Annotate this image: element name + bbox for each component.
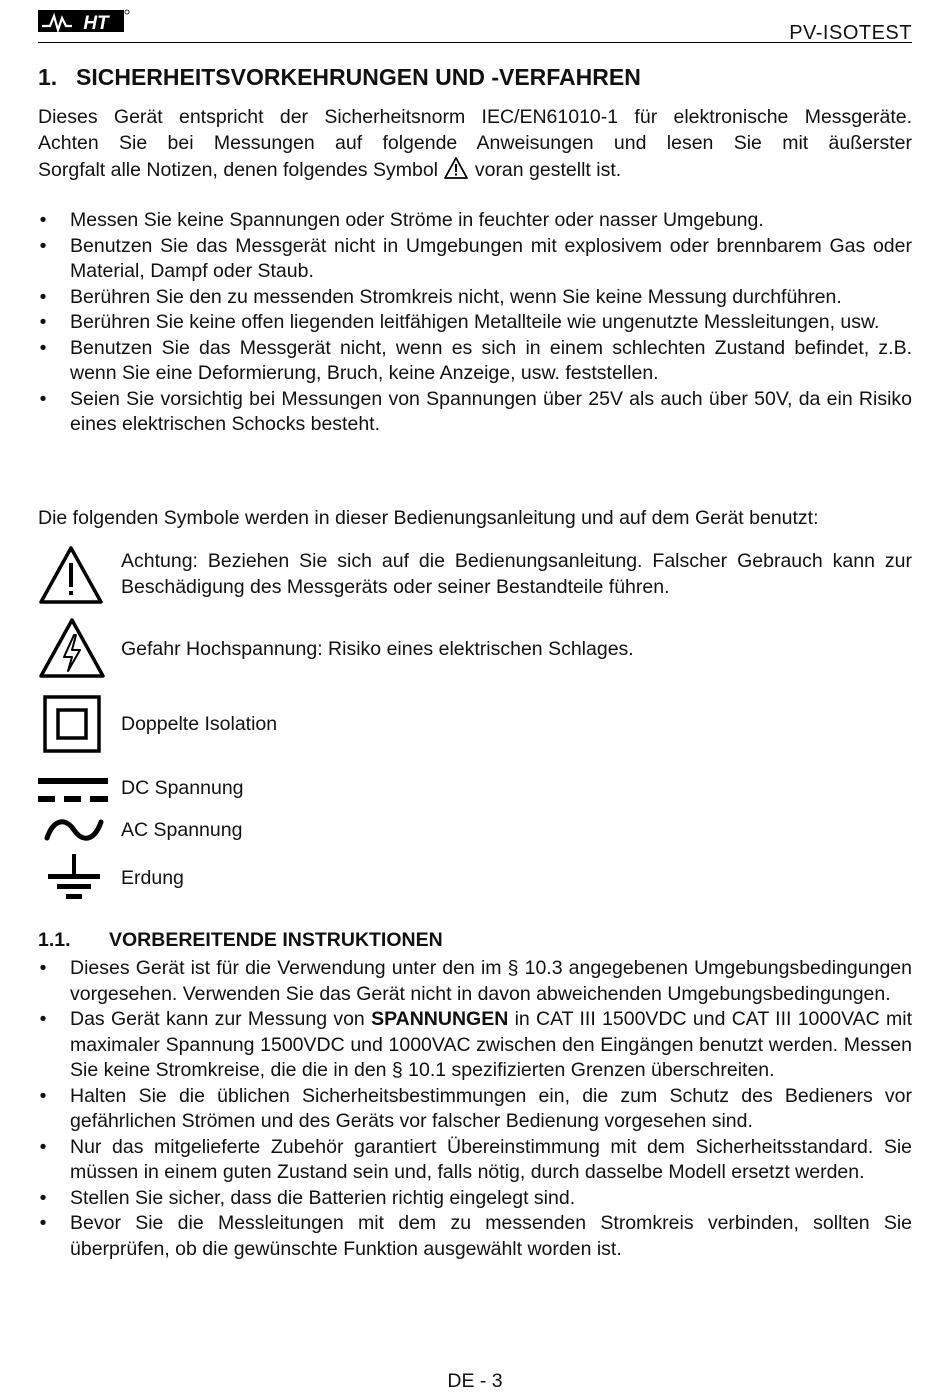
symbol-row-ac — [38, 814, 912, 848]
ground-icon — [48, 852, 100, 904]
intro-line: Dieses Gerät entspricht der Sicherheitsnorm IEC/EN61010-1 für elektronische Messgeräte. — [38, 106, 912, 128]
list-item: • Bevor Sie die Messleitungen mit dem zu messenden Stromkreis verbinden, sollten Sie überprüfen, ob die gewünschte Funktion ausgewählt worden ist. — [39, 1212, 912, 1260]
symbol-description: Gefahr Hochspannung: Risiko eines elektrischen Schlages. — [121, 638, 634, 660]
list-item: • Nur das mitgelieferte Zubehör garantiert Übereinstimmung mit dem Sicherheitsstandard. Sie müssen in einem guten Zustand sein und, falls nötig, durch dasselbe Modell ersetzt werden. — [39, 1135, 912, 1183]
symbol-row-ground — [38, 852, 912, 906]
safety-bullet-list — [38, 208, 912, 438]
emphasis-text: SPANNUNGEN — [371, 1008, 509, 1030]
list-item: • Berühren Sie keine offen liegenden leitfähigen Metallteile wie ungenutzte Messleitungen, usw. — [39, 311, 880, 333]
intro-paragraph — [38, 104, 912, 183]
list-item: • Benutzen Sie das Messgerät nicht, wenn es sich in einem schlechten Zustand befindet, z.B. wenn Sie eine Deformierung, Bruch, keine Anzeige, usw. feststellen. — [39, 336, 912, 384]
symbol-description: AC Spannung — [121, 819, 243, 841]
list-item: • Messen Sie keine Spannungen oder Ströme in feuchter oder nasser Umgebung. — [39, 209, 764, 231]
intro-line: Achten Sie bei Messungen auf folgende Anweisungen und lesen Sie mit äußerster — [38, 132, 912, 154]
symbol-description: DC Spannung — [121, 777, 244, 799]
list-item: • Halten Sie die üblichen Sicherheitsbestimmungen ein, die zum Schutz des Bedieners vor gefährlichen Strömen und des Geräts vor falscher Bedienung vorgesehen sind. — [39, 1084, 912, 1132]
dc-voltage-icon — [38, 776, 108, 804]
symbol-description: Doppelte Isolation — [121, 713, 278, 735]
section-heading — [38, 64, 641, 91]
warning-triangle-icon — [38, 545, 104, 605]
section-number: 1. — [38, 64, 58, 90]
ac-voltage-icon — [44, 814, 104, 846]
list-item: • Stellen Sie sicher, dass die Batterien richtig eingelegt sind. — [39, 1186, 576, 1209]
list-item: • Seien Sie vorsichtig bei Messungen von Spannungen über 25V als auch über 50V, da ein Risiko eines elektrischen Schocks besteht. — [39, 387, 912, 435]
symbol-row-high-voltage — [38, 617, 912, 681]
subsection-title: VORBEREITENDE INSTRUKTIONEN — [109, 929, 443, 951]
subsection-number: 1.1. — [38, 929, 71, 951]
symbol-row-warning — [38, 545, 912, 607]
document-title: PV-ISOTEST — [789, 22, 912, 44]
instruction-bullet-list — [38, 956, 912, 1262]
symbols-intro: Die folgenden Symbole werden in dieser Bedienungsanleitung und auf dem Gerät benutzt: — [38, 507, 819, 529]
list-item: • Berühren Sie den zu messenden Stromkreis nicht, wenn Sie keine Messung durchführen. — [39, 285, 842, 308]
intro-line — [38, 156, 912, 183]
high-voltage-icon — [38, 617, 106, 679]
symbol-description: Erdung — [121, 867, 184, 889]
warning-triangle-icon — [443, 156, 469, 180]
page-header — [38, 8, 912, 43]
symbol-description: Achtung: Beziehen Sie sich auf die Bedienungsanleitung. Falscher Gebrauch kann zur Beschädigung des Messgeräts oder seiner Bestandteile führen. — [121, 550, 912, 598]
ht-logo — [38, 8, 130, 36]
page-number: DE - 3 — [447, 1370, 503, 1392]
symbol-row-dc — [38, 774, 912, 806]
list-item: • Dieses Gerät ist für die Verwendung unter den im § 10.3 angegebenen Umgebungsbedingungen vorgesehen. Verwenden Sie das Gerät nicht in davon abweichenden Umgebungsbedingungen. — [39, 957, 912, 1005]
logo-text: HT — [83, 13, 109, 34]
list-item: • Das Gerät kann zur Messung von SPANNUNGEN in CAT III 1500VDC und CAT III 1000VAC mit maximaler Spannung 1500VDC und 1000VAC zwischen den Eingängen benutzt werden. Messen Sie keine Stromkreise, die die in den § 10.1 spezifizierten Grenzen überschreiten. — [39, 1008, 913, 1081]
intro-text: Sorgfalt alle Notizen, denen folgendes Symbol — [38, 159, 438, 181]
intro-text: voran gestellt ist. — [474, 159, 622, 181]
double-insulation-icon — [42, 694, 102, 754]
section-title: SICHERHEITSVORKEHRUNGEN UND -VERFAHREN — [76, 64, 641, 90]
symbol-row-double-insulation — [38, 694, 912, 756]
list-item: • Benutzen Sie das Messgerät nicht in Umgebungen mit explosivem oder brennbarem Gas oder Material, Dampf oder Staub. — [39, 234, 912, 282]
subsection-heading — [38, 929, 443, 952]
